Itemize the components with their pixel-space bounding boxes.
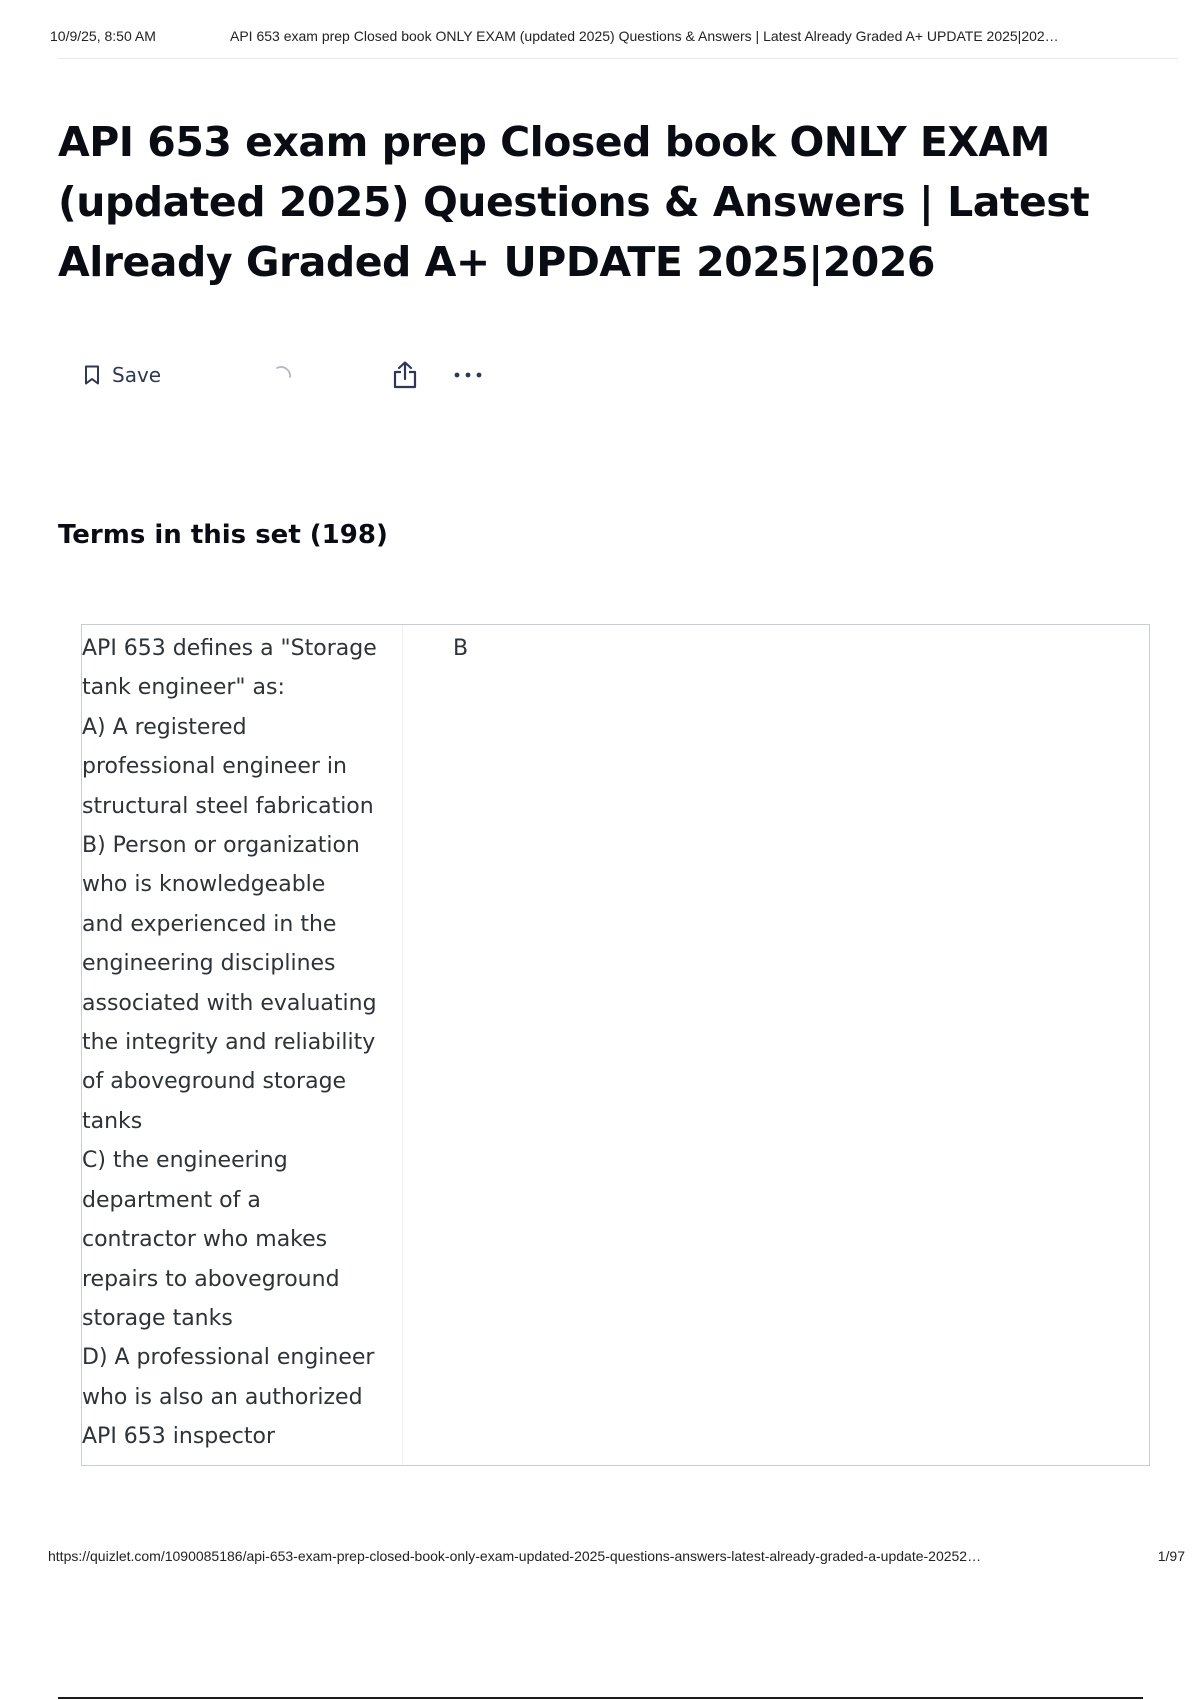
set-toolbar — [84, 360, 485, 390]
page-title: API 653 exam prep Closed book ONLY EXAM (updated 2025) Questions & Answers | Latest Already Graded A+ UPDATE 2025|2026 — [58, 118, 1090, 286]
bookmark-icon — [84, 365, 100, 385]
terms-heading: Terms in this set (198) — [58, 520, 388, 550]
page-number: 1/97 — [1157, 1548, 1185, 1564]
more-icon[interactable] — [451, 365, 485, 385]
term-text: API 653 defines a "Storage tank engineer" as: A) A registered professional engineer in structural steel fabrication B) Person or organization who is knowledgeable and experienced in the engineering disciplines associated with evaluating the integrity and reliability of aboveground storage tanks C) the engineering department of a contractor who makes repairs to aboveground storage tanks D) A professional engineer who is also an authorized API 653 inspector — [82, 625, 403, 1465]
header-divider — [58, 58, 1178, 59]
definition-text: B — [453, 636, 469, 661]
print-footer — [48, 1548, 1185, 1564]
save-label: Save — [112, 363, 162, 387]
print-date: 10/9/25, 8:50 AM — [50, 28, 156, 44]
bottom-divider — [58, 1697, 1143, 1699]
print-header — [50, 28, 1185, 44]
print-doc-title: API 653 exam prep Closed book ONLY EXAM (updated 2025) Questions & Answers | Latest Already Graded A+ UPDATE 2025|202… — [230, 28, 1059, 44]
print-url: https://quizlet.com/1090085186/api-653-exam-prep-closed-book-only-exam-updated-2025-questions-answers-latest-already-graded-a-update-20252… — [48, 1548, 982, 1564]
share-icon[interactable] — [391, 360, 419, 390]
save-button[interactable] — [84, 363, 161, 387]
spinner-icon — [271, 364, 293, 386]
term-card — [81, 624, 1150, 1466]
